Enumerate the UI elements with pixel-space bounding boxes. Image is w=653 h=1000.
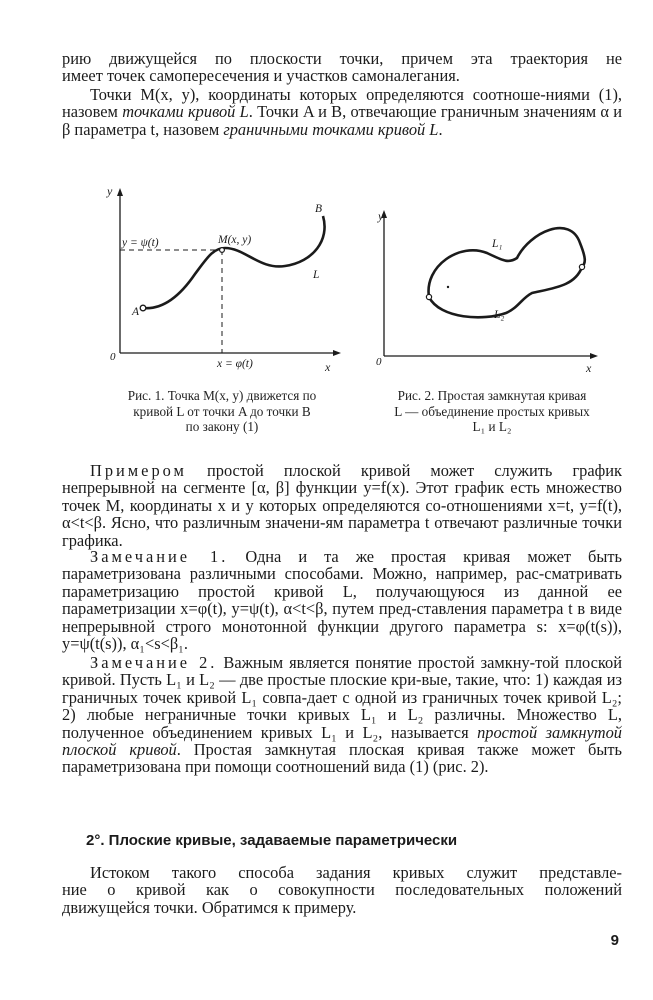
remark-1-lead: Замечание 1.	[90, 547, 229, 566]
intro-line-2: имеет точек самопересечения и участков самоналегания.	[62, 66, 460, 86]
remark-2-text-c: . Простая замкнутая плоская кривая также может быть параметризована при помощи соотношений вида (1) (рис. 2).	[62, 740, 623, 777]
definition-paragraph	[62, 86, 622, 138]
fig2-interior-dot	[447, 286, 449, 288]
remark-1-paragraph	[62, 548, 622, 652]
source-line-2: ние о кривой как о совокупности последовательных положений	[62, 880, 622, 900]
remark-2-lead: Замечание 2.	[90, 653, 218, 672]
source-line-3: движущейся точки. Обратимся к примеру.	[62, 897, 357, 917]
intro-line-1: рию движущейся по плоскости точки, причем эта траектория не	[62, 49, 622, 68]
remark-2-paragraph	[62, 654, 622, 776]
figure-2-caption	[352, 388, 632, 435]
source-paragraph	[62, 864, 622, 916]
fig1-y-formula: y = ψ(t)	[122, 237, 159, 249]
fig1-origin: 0	[110, 351, 116, 363]
figure-1	[85, 178, 345, 378]
fig1-label-a: A	[132, 306, 140, 318]
remark-1-text: Одна и та же простая кривая может быть параметризована различными способами. Можно, например, рас-сматривать параметризацию простой кривой L, получающуюся из данной ее параметризации x=φ(t), y=ψ(t), α<t<β, путем пред-ставления параметра t в виде непрерывной строго монотонной функции другого параметра s: x=φ(t(s)), y=ψ(t(s)), α₁<s<β₁.	[62, 547, 622, 654]
fig1-label-b: B	[315, 203, 323, 215]
source-line-1: Истоком такого способа задания кривых служит представле-	[90, 863, 622, 882]
section-heading: 2°. Плоские кривые, задаваемые параметрически	[86, 832, 458, 849]
intro-paragraph	[62, 50, 622, 85]
remark-2-text-a: Важным является понятие простой замкну-той плоской кривой. Пусть L₁ и L₂ — две простые плоские кри-вые, такие, что: 1) каждая из граничных точек кривой L₁ совпа-дает с одной из граничных точек кривой L₂; 2) любые неграничные точки кривых L₁ и L₂ различны. Множество L, полученное объединением кривых L₁ и L₂, называется	[62, 653, 622, 742]
fig1-point-m	[220, 248, 225, 253]
fig2-label-l1: L₁	[492, 238, 503, 250]
fig1-label-m: M(x, y)	[218, 234, 252, 246]
fig2-label-l2: L₂	[494, 309, 505, 321]
page-number: 9	[610, 932, 619, 949]
fig2-y-label: y	[378, 209, 384, 223]
fig2-origin: 0	[376, 356, 382, 368]
fig1-x-arrow	[333, 350, 341, 356]
definition-text-a: Точки M(x, y), координаты которых определяются соотноше-ниями (1), назовем	[62, 85, 622, 122]
fig2-x-label: x	[586, 361, 592, 375]
definition-text-c: . Точки A и B, отвечающие граничным значениям α и β параметра t, назовем	[62, 102, 622, 139]
remark-2-term: простой замкнутой плоской кривой	[62, 722, 622, 760]
definition-term-boundary-points: граничными точками кривой L	[223, 119, 439, 139]
fig2-boundary-point-right	[579, 264, 584, 269]
fig1-curve	[143, 216, 325, 308]
example-text: простой плоской кривой может служить график непрерывной на сегменте [α, β] функции y=f(x). Этот график есть множество точек M, координаты x и y которых определяются со-отношениями x=t, y=f(t), α<t<β. Ясно, что различным значени-ям параметра t отвечают различные точки графика.	[62, 461, 622, 550]
fig2-caption-line-2: L — объединение простых кривых	[394, 403, 590, 419]
fig1-caption-line-1: Рис. 1. Точка M(x, y) движется по	[127, 388, 317, 403]
fig1-label-l: L	[313, 269, 320, 281]
fig1-x-formula: x = φ(t)	[217, 358, 253, 370]
example-lead: Примером	[90, 461, 187, 480]
fig2-caption-line-1: Рис. 2. Простая замкнутая кривая	[397, 388, 587, 403]
fig2-x-arrow	[590, 353, 598, 359]
fig2-curve-l2	[429, 267, 582, 317]
fig2-boundary-point-left	[426, 294, 431, 299]
definition-text-e: .	[438, 119, 443, 139]
fig1-point-a	[140, 305, 146, 311]
fig1-x-label: x	[325, 360, 331, 374]
example-paragraph	[62, 462, 622, 549]
figure-2	[372, 200, 612, 380]
definition-term-curve-points: точками кривой L	[122, 102, 249, 122]
fig1-caption-line-2: кривой L от точки A до точки B	[133, 403, 311, 419]
figure-1-caption	[82, 388, 362, 435]
fig1-caption-line-3: по закону (1)	[185, 419, 259, 434]
fig1-y-label: y	[107, 184, 113, 198]
fig1-y-arrow	[117, 188, 123, 196]
fig2-caption-line-3: L₁ и L₂	[472, 419, 512, 434]
